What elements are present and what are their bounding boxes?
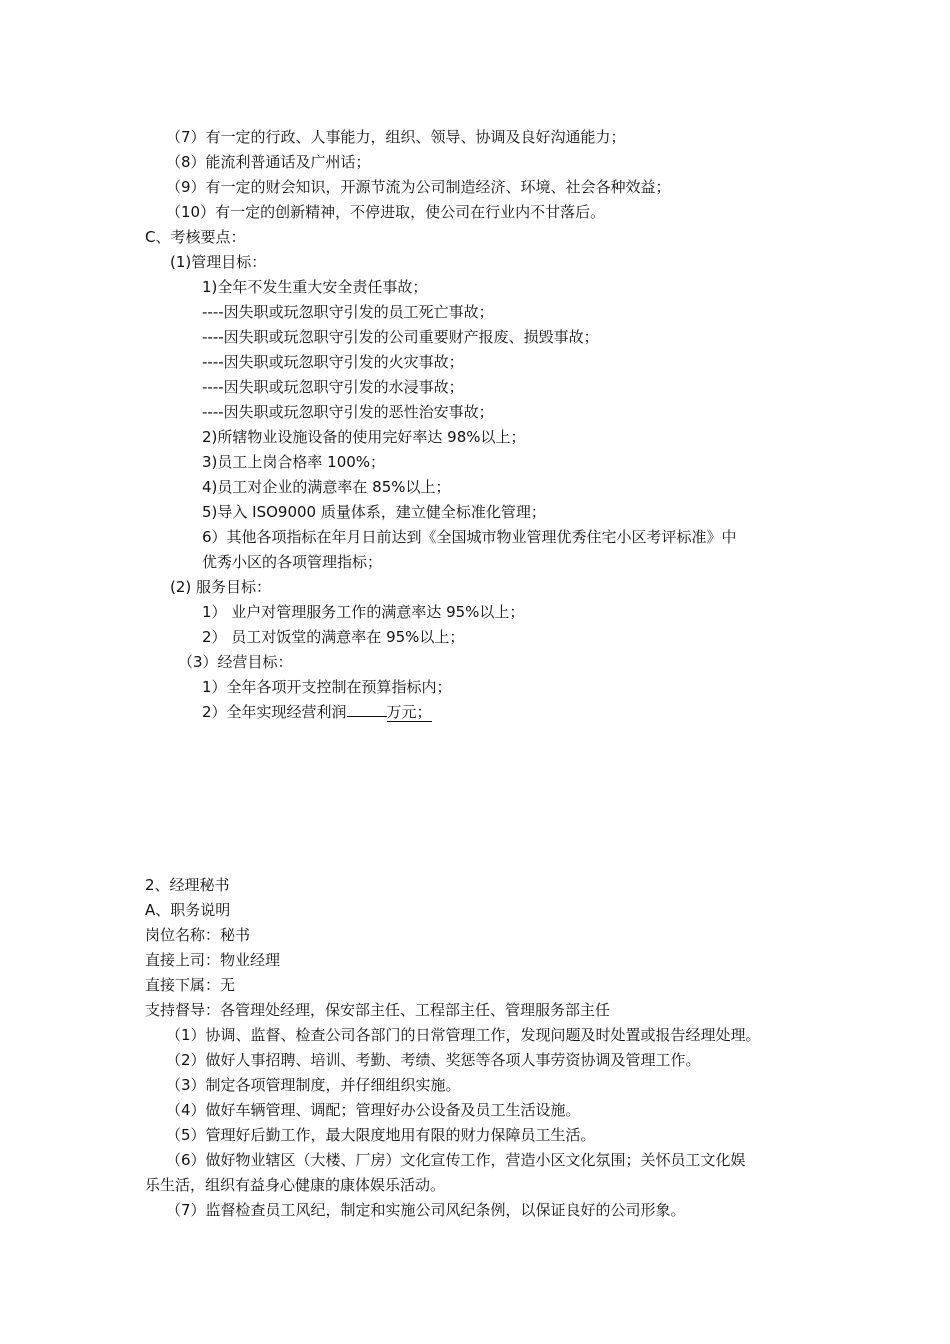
section-title: 2、经理秘书 bbox=[145, 876, 230, 894]
mgmt-item: 1)全年不发生重大安全责任事故； bbox=[202, 278, 428, 296]
field-subordinate: 直接下属：无 bbox=[145, 976, 236, 994]
profit-prefix: 2）全年实现经营利润 bbox=[202, 703, 347, 721]
service-item: 1） 业户对管理服务工作的满意率达 95%以上； bbox=[202, 603, 525, 621]
management-goals-heading: (1)管理目标： bbox=[170, 253, 267, 271]
mgmt-item: 优秀小区的各项管理指标； bbox=[202, 553, 383, 571]
profit-blank bbox=[347, 702, 387, 717]
profit-target-line bbox=[202, 702, 432, 722]
business-goals-heading: （3）经营目标： bbox=[178, 653, 293, 671]
requirement-7: （7）有一定的行政、人事能力，组织、领导、协调及良好沟通能力； bbox=[166, 128, 626, 146]
mgmt-item: 5)导入 ISO9000 质量体系，建立健全标准化管理； bbox=[202, 503, 546, 521]
section-subtitle: A、职务说明 bbox=[145, 901, 231, 919]
field-position: 岗位名称：秘书 bbox=[145, 926, 251, 944]
duty-item: （4）做好车辆管理、调配；管理好办公设备及员工生活设施。 bbox=[166, 1101, 581, 1119]
duty-item: （6）做好物业辖区（大楼、厂房）文化宣传工作，营造小区文化氛围；关怀员工文化娱 bbox=[166, 1151, 746, 1169]
requirement-9: （9）有一定的财会知识，开源节流为公司制造经济、环境、社会各种效益； bbox=[166, 178, 671, 196]
mgmt-item: 3)员工上岗合格率 100%； bbox=[202, 453, 386, 471]
mgmt-item: 2)所辖物业设施设备的使用完好率达 98%以上； bbox=[202, 428, 526, 446]
mgmt-item: ----因失职或玩忽职守引发的恶性治安事故； bbox=[202, 403, 494, 421]
mgmt-item: ----因失职或玩忽职守引发的员工死亡事故； bbox=[202, 303, 494, 321]
duty-item: （5）管理好后勤工作，最大限度地用有限的财力保障员工生活。 bbox=[166, 1126, 596, 1144]
service-item: 2） 员工对饭堂的满意率在 95%以上； bbox=[202, 628, 465, 646]
requirement-8: （8）能流利普通话及广州话； bbox=[166, 153, 371, 171]
mgmt-item: ----因失职或玩忽职守引发的火灾事故； bbox=[202, 353, 464, 371]
duty-item: （7）监督检查员工风纪，制定和实施公司风纪条例，以保证良好的公司形象。 bbox=[166, 1201, 686, 1219]
business-item: 1）全年各项开支控制在预算指标内； bbox=[202, 678, 452, 696]
duty-item: （2）做好人事招聘、培训、考勤、考绩、奖惩等各项人事劳资协调及管理工作。 bbox=[166, 1051, 701, 1069]
requirement-10: （10）有一定的创新精神，不停进取，使公司在行业内不甘落后。 bbox=[166, 203, 606, 221]
service-goals-heading: (2) 服务目标： bbox=[170, 578, 272, 596]
duty-item: （3）制定各项管理制度，并仔细组织实施。 bbox=[166, 1076, 461, 1094]
duty-item-continuation: 乐生活，组织有益身心健康的康体娱乐活动。 bbox=[145, 1176, 446, 1194]
mgmt-item: 6）其他各项指标在年月日前达到《全国城市物业管理优秀住宅小区考评标准》中 bbox=[202, 528, 737, 546]
duty-item: （1）协调、监督、检查公司各部门的日常管理工作，发现问题及时处置或报告经理处理。 bbox=[166, 1026, 761, 1044]
field-supervision: 支持督导：各管理处经理，保安部主任、工程部主任、管理服务部主任 bbox=[145, 1001, 611, 1019]
field-superior: 直接上司：物业经理 bbox=[145, 951, 281, 969]
mgmt-item: ----因失职或玩忽职守引发的水浸事故； bbox=[202, 378, 464, 396]
assessment-heading: C、考核要点： bbox=[145, 228, 246, 246]
mgmt-item: 4)员工对企业的满意率在 85%以上； bbox=[202, 478, 451, 496]
profit-suffix: 万元； bbox=[386, 703, 432, 721]
mgmt-item: ----因失职或玩忽职守引发的公司重要财产报废、损毁事故； bbox=[202, 328, 599, 346]
